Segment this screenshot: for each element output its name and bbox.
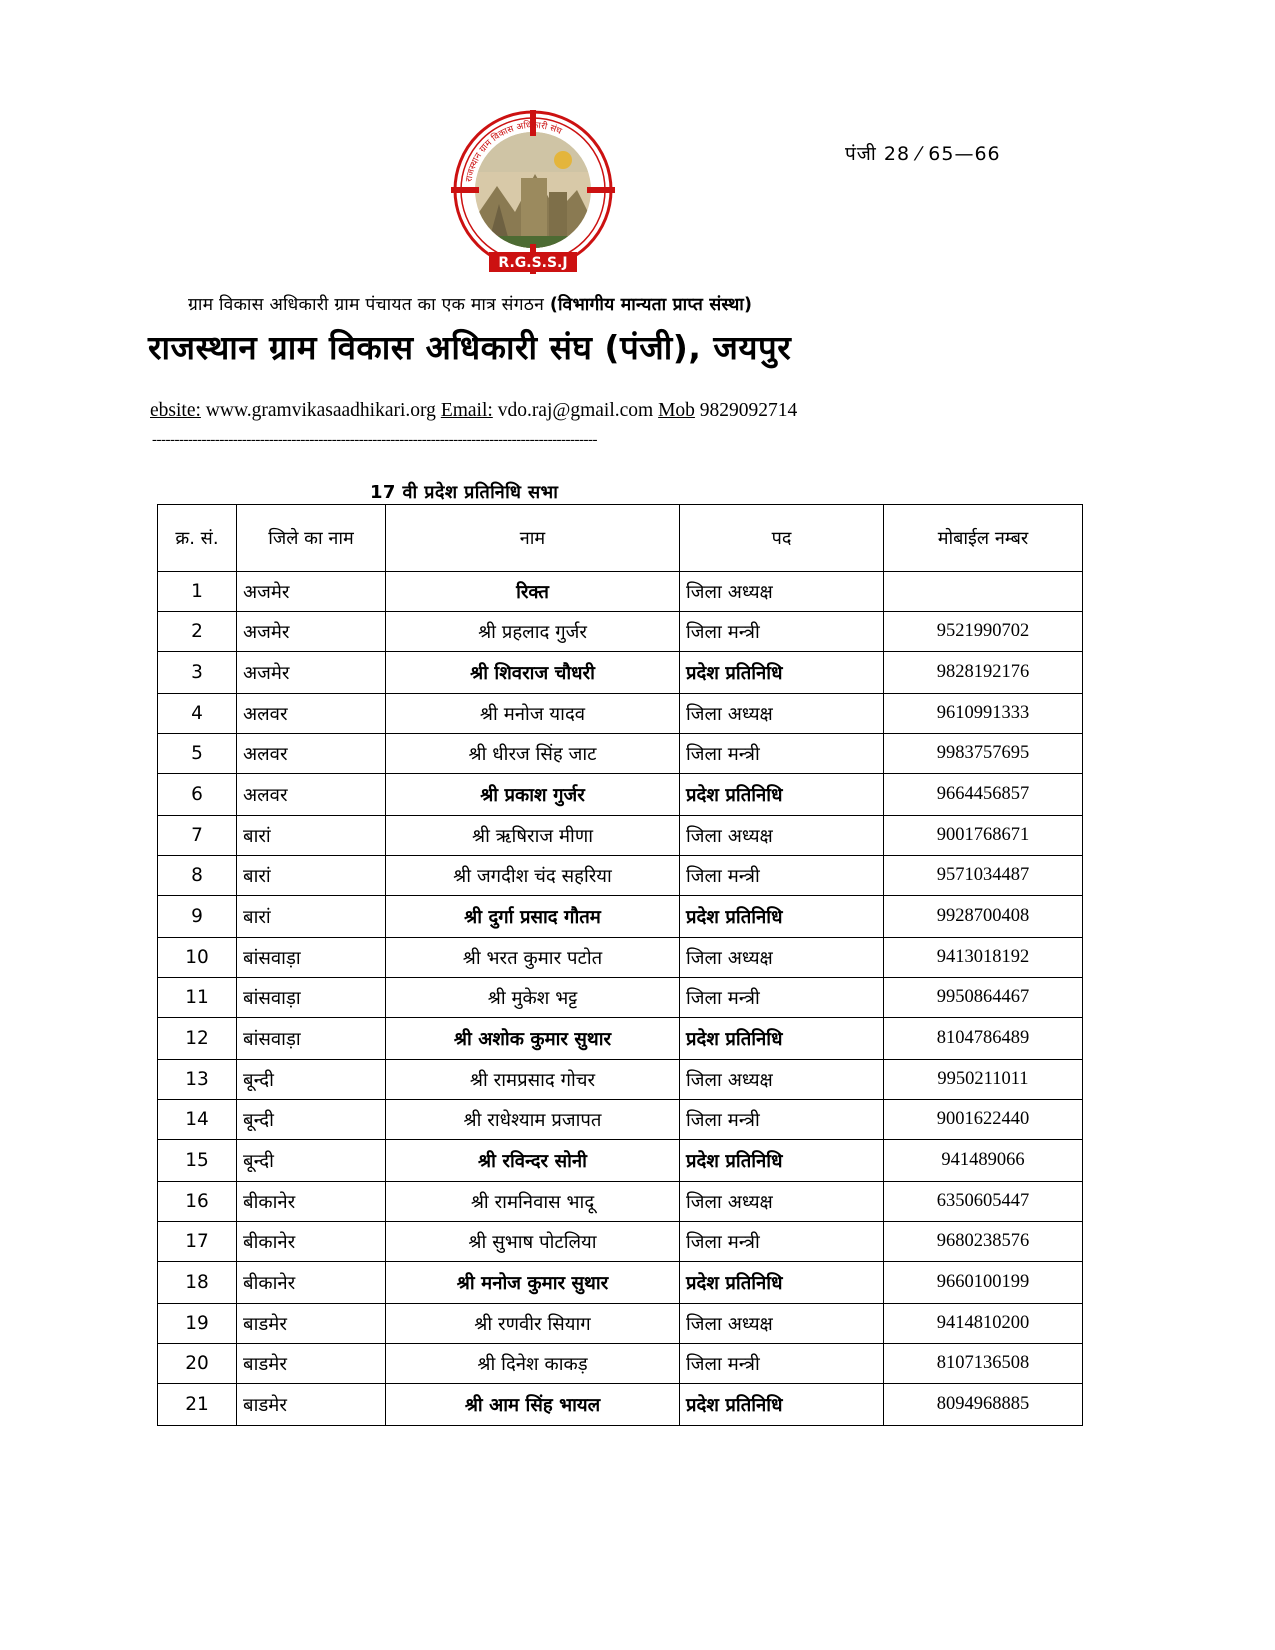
cell-mobile: 9571034487: [884, 856, 1083, 896]
cell-name: श्री दुर्गा प्रसाद गौतम: [386, 896, 680, 938]
svg-text:राजस्थान ग्राम विकास अधिकारी स: राजस्थान ग्राम विकास अधिकारी संघ: [464, 120, 563, 183]
cell-post: जिला मन्त्री: [680, 978, 884, 1018]
header-divider: ---------------------------------------------------------------------------------------------------: [152, 432, 598, 448]
column-header-serial: क्र. सं.: [158, 505, 237, 572]
table-row: [158, 774, 1083, 816]
cell-mobile: 9414810200: [884, 1304, 1083, 1344]
cell-district: बाडमेर: [237, 1344, 386, 1384]
members-table-container: [157, 504, 1037, 1426]
cell-district: बांसवाड़ा: [237, 1018, 386, 1060]
cell-mobile: 9413018192: [884, 938, 1083, 978]
column-header-name: नाम: [386, 505, 680, 572]
cell-serial: 16: [158, 1182, 237, 1222]
cell-name: श्री रामनिवास भादू: [386, 1182, 680, 1222]
cell-district: बून्दी: [237, 1100, 386, 1140]
table-row: [158, 1344, 1083, 1384]
table-row: [158, 1140, 1083, 1182]
cell-district: अजमेर: [237, 572, 386, 612]
cell-serial: 9: [158, 896, 237, 938]
cell-serial: 19: [158, 1304, 237, 1344]
cell-mobile: 9001768671: [884, 816, 1083, 856]
table-row: [158, 734, 1083, 774]
cell-mobile: 9660100199: [884, 1262, 1083, 1304]
cell-serial: 4: [158, 694, 237, 734]
organization-logo: [437, 108, 629, 283]
cell-post: प्रदेश प्रतिनिधि: [680, 1262, 884, 1304]
cell-mobile: 9950864467: [884, 978, 1083, 1018]
cell-district: बाडमेर: [237, 1304, 386, 1344]
cell-mobile: 9664456857: [884, 774, 1083, 816]
cell-mobile: 9521990702: [884, 612, 1083, 652]
column-header-post: पद: [680, 505, 884, 572]
cell-district: बारां: [237, 856, 386, 896]
table-row: [158, 856, 1083, 896]
cell-district: बीकानेर: [237, 1182, 386, 1222]
table-row: [158, 1304, 1083, 1344]
cell-mobile: [884, 572, 1083, 612]
mobile-value: 9829092714: [699, 400, 798, 421]
cell-post: प्रदेश प्रतिनिधि: [680, 652, 884, 694]
subtitle-bold: (विभागीय मान्यता प्राप्त संस्था): [549, 295, 753, 315]
cell-post: जिला मन्त्री: [680, 734, 884, 774]
cell-name: श्री मनोज कुमार सुथार: [386, 1262, 680, 1304]
cell-serial: 8: [158, 856, 237, 896]
cell-name: श्री प्रकाश गुर्जर: [386, 774, 680, 816]
cell-post: जिला अध्यक्ष: [680, 1060, 884, 1100]
table-row: [158, 1060, 1083, 1100]
cell-name: श्री रणवीर सियाग: [386, 1304, 680, 1344]
cell-district: अजमेर: [237, 652, 386, 694]
cell-district: बीकानेर: [237, 1222, 386, 1262]
cell-post: प्रदेश प्रतिनिधि: [680, 774, 884, 816]
cell-district: बाडमेर: [237, 1384, 386, 1426]
cell-mobile: 9828192176: [884, 652, 1083, 694]
svg-text:R.G.S.S.J: R.G.S.S.J: [498, 255, 568, 271]
cell-post: जिला अध्यक्ष: [680, 1304, 884, 1344]
cell-serial: 3: [158, 652, 237, 694]
cell-name: श्री प्रहलाद गुर्जर: [386, 612, 680, 652]
email-value[interactable]: vdo.raj@gmail.com: [497, 400, 654, 421]
cell-serial: 13: [158, 1060, 237, 1100]
table-row: [158, 612, 1083, 652]
cell-serial: 6: [158, 774, 237, 816]
table-row: [158, 694, 1083, 734]
table-row: [158, 816, 1083, 856]
table-head: [158, 505, 1083, 572]
cell-mobile: 9680238576: [884, 1222, 1083, 1262]
cell-post: प्रदेश प्रतिनिधि: [680, 1018, 884, 1060]
cell-name: श्री जगदीश चंद सहरिया: [386, 856, 680, 896]
cell-name: श्री मुकेश भट्ट: [386, 978, 680, 1018]
cell-serial: 1: [158, 572, 237, 612]
cell-district: बांसवाड़ा: [237, 978, 386, 1018]
column-header-mobile: मोबाईल नम्बर: [884, 505, 1083, 572]
cell-district: बांसवाड़ा: [237, 938, 386, 978]
cell-post: जिला अध्यक्ष: [680, 694, 884, 734]
page-title: राजस्थान ग्राम विकास अधिकारी संघ (पंजी), जयपुर: [148, 328, 792, 367]
table-row: [158, 1182, 1083, 1222]
cell-serial: 7: [158, 816, 237, 856]
cell-mobile: 9610991333: [884, 694, 1083, 734]
cell-mobile: 9983757695: [884, 734, 1083, 774]
cell-name: श्री शिवराज चौधरी: [386, 652, 680, 694]
cell-mobile: 941489066: [884, 1140, 1083, 1182]
members-table: [157, 504, 1083, 1426]
cell-district: अलवर: [237, 734, 386, 774]
cell-district: अलवर: [237, 694, 386, 734]
table-row: [158, 978, 1083, 1018]
table-row: [158, 1262, 1083, 1304]
cell-serial: 17: [158, 1222, 237, 1262]
cell-post: प्रदेश प्रतिनिधि: [680, 1384, 884, 1426]
cell-serial: 11: [158, 978, 237, 1018]
contact-line: [150, 400, 797, 422]
cell-serial: 14: [158, 1100, 237, 1140]
cell-district: बून्दी: [237, 1060, 386, 1100]
cell-name: श्री रविन्दर सोनी: [386, 1140, 680, 1182]
cell-post: जिला मन्त्री: [680, 856, 884, 896]
cell-mobile: 9928700408: [884, 896, 1083, 938]
cell-post: जिला अध्यक्ष: [680, 938, 884, 978]
table-row: [158, 938, 1083, 978]
cell-post: प्रदेश प्रतिनिधि: [680, 1140, 884, 1182]
cell-name: श्री राधेश्याम प्रजापत: [386, 1100, 680, 1140]
cell-serial: 2: [158, 612, 237, 652]
cell-name: श्री रामप्रसाद गोचर: [386, 1060, 680, 1100]
table-row: [158, 1018, 1083, 1060]
cell-post: प्रदेश प्रतिनिधि: [680, 896, 884, 938]
cell-mobile: 8094968885: [884, 1384, 1083, 1426]
registration-number: पंजी 28 ⁄ 65—66: [845, 143, 1001, 165]
subtitle-plain: ग्राम विकास अधिकारी ग्राम पंचायत का एक मात्र संगठन: [188, 295, 550, 315]
section-title: 17 वी प्रदेश प्रतिनिधि सभा: [370, 482, 559, 503]
cell-serial: 21: [158, 1384, 237, 1426]
cell-mobile: 8107136508: [884, 1344, 1083, 1384]
cell-name: रिक्त: [386, 572, 680, 612]
table-header-row: [158, 505, 1083, 572]
cell-post: जिला मन्त्री: [680, 1222, 884, 1262]
cell-district: बीकानेर: [237, 1262, 386, 1304]
cell-post: जिला मन्त्री: [680, 612, 884, 652]
organization-subtitle: [188, 292, 1088, 316]
website-value[interactable]: www.gramvikasaadhikari.org: [205, 400, 436, 421]
column-header-district: जिले का नाम: [237, 505, 386, 572]
cell-mobile: 9950211011: [884, 1060, 1083, 1100]
cell-district: बारां: [237, 816, 386, 856]
cell-name: श्री मनोज यादव: [386, 694, 680, 734]
cell-district: अजमेर: [237, 612, 386, 652]
cell-mobile: 8104786489: [884, 1018, 1083, 1060]
table-row: [158, 652, 1083, 694]
cell-name: श्री अशोक कुमार सुथार: [386, 1018, 680, 1060]
cell-name: श्री दिनेश काकड़: [386, 1344, 680, 1384]
cell-post: जिला मन्त्री: [680, 1344, 884, 1384]
email-label: Email:: [440, 400, 493, 421]
mobile-label: Mob: [658, 400, 695, 421]
cell-serial: 18: [158, 1262, 237, 1304]
table-body: [158, 572, 1083, 1426]
cell-name: श्री सुभाष पोटलिया: [386, 1222, 680, 1262]
cell-name: श्री आम सिंह भायल: [386, 1384, 680, 1426]
cell-serial: 10: [158, 938, 237, 978]
cell-name: श्री धीरज सिंह जाट: [386, 734, 680, 774]
cell-post: जिला मन्त्री: [680, 1100, 884, 1140]
website-label: ebsite:: [150, 400, 201, 421]
table-row: [158, 1222, 1083, 1262]
cell-serial: 12: [158, 1018, 237, 1060]
table-row: [158, 572, 1083, 612]
cell-serial: 15: [158, 1140, 237, 1182]
cell-district: बारां: [237, 896, 386, 938]
cell-district: अलवर: [237, 774, 386, 816]
table-row: [158, 1100, 1083, 1140]
cell-post: जिला अध्यक्ष: [680, 816, 884, 856]
cell-serial: 20: [158, 1344, 237, 1384]
cell-mobile: 9001622440: [884, 1100, 1083, 1140]
cell-post: जिला अध्यक्ष: [680, 572, 884, 612]
cell-name: श्री ऋषिराज मीणा: [386, 816, 680, 856]
cell-post: जिला अध्यक्ष: [680, 1182, 884, 1222]
table-row: [158, 1384, 1083, 1426]
cell-district: बून्दी: [237, 1140, 386, 1182]
cell-name: श्री भरत कुमार पटोत: [386, 938, 680, 978]
cell-serial: 5: [158, 734, 237, 774]
cell-mobile: 6350605447: [884, 1182, 1083, 1222]
table-row: [158, 896, 1083, 938]
